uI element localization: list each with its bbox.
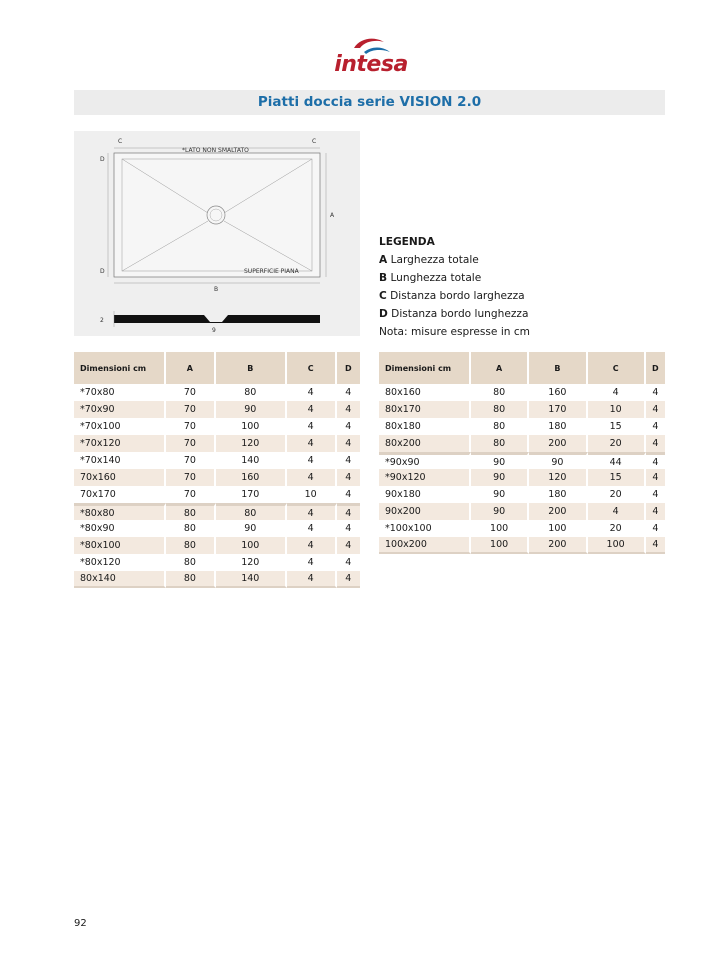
cell-c: 15: [588, 469, 646, 486]
cell-d: 4: [337, 503, 360, 520]
cell-c: 20: [588, 520, 646, 537]
cell-d: 4: [337, 571, 360, 588]
cell-a: 70: [166, 435, 216, 452]
table-row: [379, 452, 665, 469]
header-a: A: [471, 352, 529, 384]
cell-b: 100: [216, 537, 287, 554]
cell-a: 70: [166, 418, 216, 435]
cell-d: 4: [337, 554, 360, 571]
cell-a: 80: [471, 435, 529, 452]
cell-dimensioni: *100x100: [379, 520, 471, 537]
cell-dimensioni: *80x120: [74, 554, 166, 571]
label-b: B: [214, 286, 219, 293]
label-height: 2: [100, 317, 104, 324]
cell-a: 90: [471, 486, 529, 503]
cell-dimensioni: *70x90: [74, 401, 166, 418]
shower-tray-diagram: [74, 131, 360, 336]
cell-a: 80: [166, 503, 216, 520]
cell-dimensioni: 80x160: [379, 384, 471, 401]
table-row: [74, 469, 360, 486]
cell-d: 4: [646, 418, 665, 435]
top-note: *LATO NON SMALTATO: [182, 147, 249, 154]
cell-a: 70: [166, 452, 216, 469]
cell-b: 160: [216, 469, 287, 486]
cell-a: 80: [166, 554, 216, 571]
header-dimensioni: Dimensioni cm: [379, 352, 471, 384]
cell-dimensioni: 80x180: [379, 418, 471, 435]
legend-item-c: C Distanza bordo larghezza: [379, 290, 525, 302]
header-d: D: [337, 352, 360, 384]
cell-c: 100: [588, 537, 646, 554]
dimensions-table-left: [74, 352, 360, 588]
page-title: Piatti doccia serie VISION 2.0: [257, 94, 482, 110]
cell-dimensioni: *70x100: [74, 418, 166, 435]
cell-d: 4: [646, 537, 665, 554]
cell-b: 100: [529, 520, 587, 537]
label-d-bottom: D: [100, 268, 105, 275]
cell-b: 80: [216, 384, 287, 401]
cell-d: 4: [646, 452, 665, 469]
cell-b: 180: [529, 486, 587, 503]
table-row: [379, 435, 665, 452]
cell-c: 4: [287, 401, 337, 418]
table-row: [74, 384, 360, 401]
dimensions-table-right: [379, 352, 665, 554]
table-row: [379, 486, 665, 503]
cell-b: 200: [529, 435, 587, 452]
cell-c: 4: [287, 537, 337, 554]
cell-dimensioni: 90x180: [379, 486, 471, 503]
bottom-note: SUPERFICIE PIANA: [244, 268, 299, 275]
cell-a: 70: [166, 384, 216, 401]
cell-a: 80: [471, 384, 529, 401]
cell-a: 80: [166, 520, 216, 537]
technical-drawing: [74, 131, 360, 336]
header-c: C: [287, 352, 337, 384]
brand-logo: [330, 36, 412, 82]
legend: [379, 233, 530, 341]
cell-a: 80: [166, 537, 216, 554]
cell-c: 4: [287, 384, 337, 401]
cell-dimensioni: *90x90: [379, 452, 471, 469]
cell-c: 20: [588, 435, 646, 452]
cell-d: 4: [337, 520, 360, 537]
cell-a: 70: [166, 486, 216, 503]
header-dimensioni: Dimensioni cm: [74, 352, 166, 384]
cell-c: 10: [588, 401, 646, 418]
cell-c: 4: [287, 418, 337, 435]
cell-b: 140: [216, 571, 287, 588]
cell-b: 90: [216, 520, 287, 537]
header-c: C: [588, 352, 646, 384]
table-row: [74, 537, 360, 554]
cell-c: 4: [287, 469, 337, 486]
cell-dimensioni: *80x90: [74, 520, 166, 537]
legend-note: Nota: misure espresse in cm: [379, 326, 530, 338]
table-row: [74, 554, 360, 571]
label-c-left: C: [118, 138, 123, 145]
cell-dimensioni: *80x100: [74, 537, 166, 554]
legend-heading: LEGENDA: [379, 236, 435, 248]
cell-dimensioni: 90x200: [379, 503, 471, 520]
header-a: A: [166, 352, 216, 384]
table-row: [74, 452, 360, 469]
cell-b: 200: [529, 503, 587, 520]
cell-c: 10: [287, 486, 337, 503]
cell-d: 4: [646, 486, 665, 503]
table-row: [379, 384, 665, 401]
table-row: [74, 435, 360, 452]
cell-d: 4: [337, 384, 360, 401]
header-b: B: [216, 352, 287, 384]
cell-dimensioni: 80x140: [74, 571, 166, 588]
cell-a: 70: [166, 469, 216, 486]
cell-c: 4: [287, 571, 337, 588]
cell-d: 4: [337, 452, 360, 469]
table-row: [74, 401, 360, 418]
label-d-top: D: [100, 156, 105, 163]
page-title-band: [74, 90, 665, 115]
cell-c: 4: [287, 503, 337, 520]
legend-item-d: D Distanza bordo lunghezza: [379, 308, 529, 320]
cell-d: 4: [337, 469, 360, 486]
cell-d: 4: [646, 435, 665, 452]
cell-d: 4: [337, 418, 360, 435]
cell-b: 120: [529, 469, 587, 486]
cell-b: 90: [216, 401, 287, 418]
cell-b: 80: [216, 503, 287, 520]
cell-d: 4: [646, 384, 665, 401]
label-a: A: [330, 212, 335, 219]
table-row: [74, 571, 360, 588]
table-row: [379, 537, 665, 554]
cell-b: 100: [216, 418, 287, 435]
cell-c: 4: [588, 384, 646, 401]
brand-name: intesa: [334, 52, 408, 77]
table-row: [379, 401, 665, 418]
cell-dimensioni: 80x170: [379, 401, 471, 418]
table-row: [74, 520, 360, 537]
table-row: [74, 418, 360, 435]
table-header-row: [379, 352, 665, 384]
table-row: [379, 469, 665, 486]
cell-dimensioni: *70x140: [74, 452, 166, 469]
cell-dimensioni: 100x200: [379, 537, 471, 554]
cell-b: 180: [529, 418, 587, 435]
cell-a: 100: [471, 537, 529, 554]
cell-dimensioni: 80x200: [379, 435, 471, 452]
table-row: [379, 520, 665, 537]
cell-dimensioni: *90x120: [379, 469, 471, 486]
table-row: [74, 503, 360, 520]
header-d: D: [646, 352, 665, 384]
cell-b: 120: [216, 435, 287, 452]
label-c-right: C: [312, 138, 317, 145]
cell-dimensioni: *70x80: [74, 384, 166, 401]
cell-a: 100: [471, 520, 529, 537]
page-number: 92: [74, 918, 87, 929]
cell-c: 4: [287, 520, 337, 537]
cell-c: 4: [588, 503, 646, 520]
cell-b: 90: [529, 452, 587, 469]
table-row: [379, 503, 665, 520]
label-drain-depth: 9: [212, 327, 216, 334]
table-row: [74, 486, 360, 503]
cell-b: 200: [529, 537, 587, 554]
header-b: B: [529, 352, 587, 384]
cell-c: 20: [588, 486, 646, 503]
legend-item-b: B Lunghezza totale: [379, 272, 482, 284]
table-header-row: [74, 352, 360, 384]
cell-d: 4: [337, 486, 360, 503]
cell-a: 70: [166, 401, 216, 418]
cell-a: 80: [471, 401, 529, 418]
cell-c: 15: [588, 418, 646, 435]
cell-b: 170: [216, 486, 287, 503]
cell-b: 160: [529, 384, 587, 401]
cell-dimensioni: *70x120: [74, 435, 166, 452]
cell-b: 120: [216, 554, 287, 571]
cell-b: 170: [529, 401, 587, 418]
cell-a: 90: [471, 452, 529, 469]
cell-dimensioni: 70x160: [74, 469, 166, 486]
cell-b: 140: [216, 452, 287, 469]
cell-c: 4: [287, 435, 337, 452]
cell-d: 4: [337, 401, 360, 418]
cell-dimensioni: 70x170: [74, 486, 166, 503]
table-row: [379, 418, 665, 435]
cell-c: 4: [287, 554, 337, 571]
cell-a: 90: [471, 503, 529, 520]
cell-dimensioni: *80x80: [74, 503, 166, 520]
cell-d: 4: [337, 537, 360, 554]
legend-item-a: A Larghezza totale: [379, 254, 479, 266]
cell-a: 90: [471, 469, 529, 486]
cell-d: 4: [646, 401, 665, 418]
cell-d: 4: [646, 503, 665, 520]
cell-c: 4: [287, 452, 337, 469]
cell-d: 4: [337, 435, 360, 452]
cell-c: 44: [588, 452, 646, 469]
cell-d: 4: [646, 469, 665, 486]
cell-a: 80: [471, 418, 529, 435]
cell-a: 80: [166, 571, 216, 588]
cell-d: 4: [646, 520, 665, 537]
